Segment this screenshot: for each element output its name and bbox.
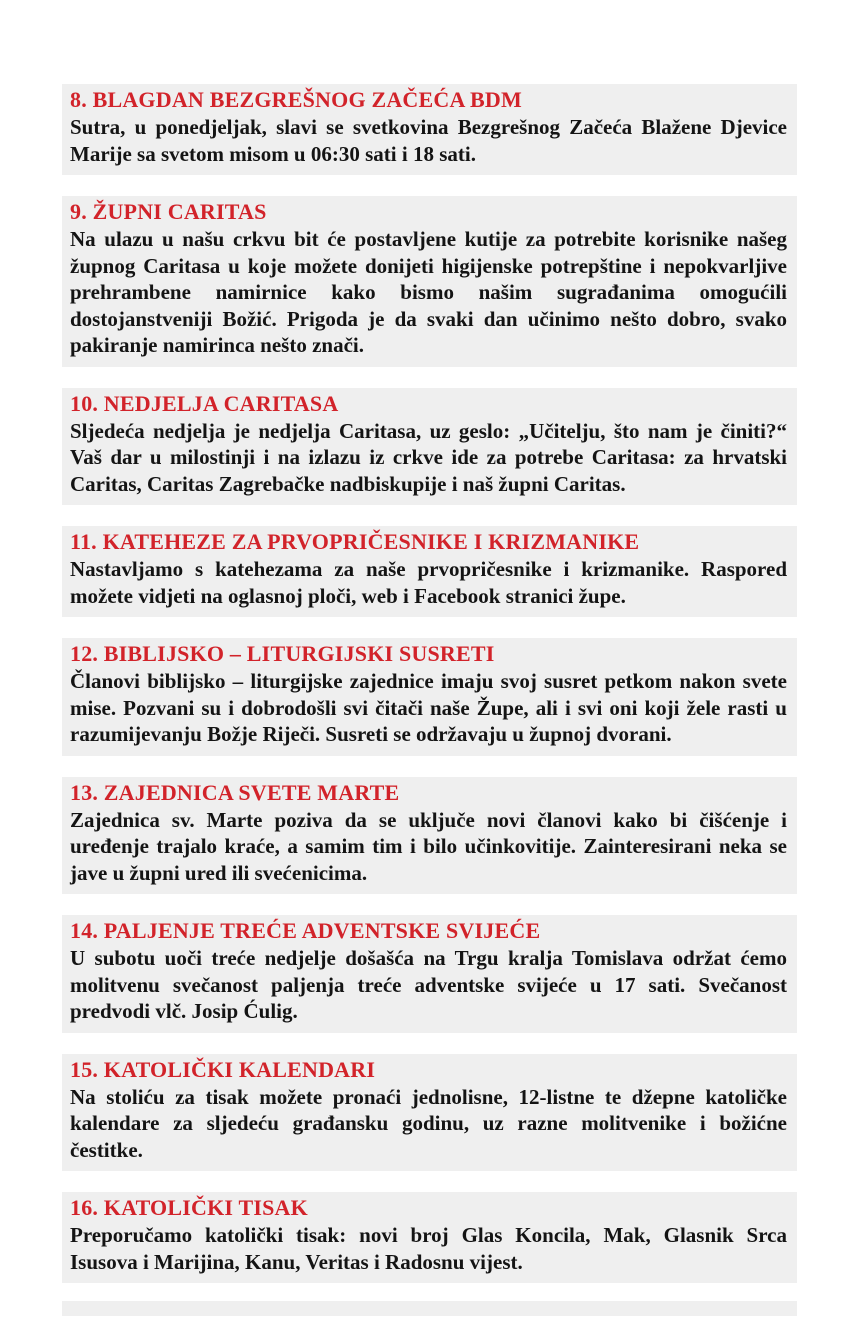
section-body-text: Zajednica sv. Marte poziva da se uključe novi članovi kako bi čišćenje i uređenje trajalo kraće, a samim tim i bilo učinkovitije. Zainteresirani neka se jave u župni ured ili svećenicima. (70, 807, 787, 885)
bulletin-section (62, 196, 797, 367)
bulletin-section (62, 388, 797, 506)
bulletin-section (62, 84, 797, 175)
section-heading: 14. PALJENJE TREĆE ADVENTSKE SVIJEĆE (70, 918, 541, 943)
section-heading: 15. KATOLIČKI KALENDARI (70, 1056, 376, 1082)
section-heading: 8. BLAGDAN BEZGREŠNOG ZAČEĆA BDM (70, 87, 522, 112)
bulletin-section (62, 638, 797, 756)
bulletin-section (62, 1054, 797, 1172)
section-body-text: Na ulazu u našu crkvu bit će postavljene kutije za potrebite korisnike našeg župnog Caritasa u koje možete donijeti higijenske potrepštine i nepokvarljive prehrambene namirnice kako bismo našim sugrađanima omogućili dostojanstveniji Božić. Prigoda je da svaki dan učinimo nešto dobro, svako pakiranje namirinca nešto znači. (70, 227, 787, 357)
section-body-text: Sutra, u ponedjeljak, slavi se svetkovina Bezgrešnog Začeća Blažene Djevice Marije sa svetom misom u 06:30 sati i 18 sati. (70, 115, 787, 166)
bulletin-section (62, 1192, 797, 1283)
section-body-text: Preporučamo katolički tisak: novi broj Glas Koncila, Mak, Glasnik Srca Isusova i Marijina, Kanu, Veritas i Radosnu vijest. (70, 1223, 787, 1274)
section-heading: 9. ŽUPNI CARITAS (70, 199, 267, 224)
section-body-text: Sljedeća nedjelja je nedjelja Caritasa, uz geslo: „Učitelju, što nam je činiti?“ Vaš dar u milostinji i na izlazu iz crkve ide za potrebe Caritasa: za hrvatski Caritas, Caritas Zagrebačke nadbiskupije i naš župni Caritas. (70, 418, 787, 496)
bulletin-section (62, 915, 797, 1033)
section-body-text: Na stoliću za tisak možete pronaći jednolisne, 12-listne te džepne katoličke kalendare za sljedeću građansku godinu, uz razne molitvenike i božićne čestitke. (70, 1084, 787, 1162)
next-section-panel-edge (62, 1301, 797, 1316)
section-heading: 10. NEDJELJA CARITASA (70, 390, 339, 416)
section-heading: 12. BIBLIJSKO – LITURGIJSKI SUSRETI (70, 641, 495, 666)
section-heading: 13. ZAJEDNICA SVETE MARTE (70, 779, 400, 805)
section-heading: 16. KATOLIČKI TISAK (70, 1195, 308, 1220)
bulletin-section (62, 777, 797, 895)
bulletin-section (62, 526, 797, 617)
section-body-text: U subotu uoči treće nedjelje došašća na Trgu kralja Tomislava održat ćemo molitvenu svečanost paljenja treće adventske svijeće u 17 sati. Svečanost predvodi vlč. Josip Ćulig. (70, 946, 787, 1023)
section-body-text: Članovi biblijsko – liturgijske zajednice imaju svoj susret petkom nakon svete mise. Pozvani su i dobrodošli svi čitači naše Župe, ali i svi oni koji žele rasti u razumijevanju Božje Riječi. Susreti se održavaju u župnoj dvorani. (70, 669, 787, 746)
section-heading: 11. KATEHEZE ZA PRVOPRIČESNIKE I KRIZMANIKE (70, 529, 640, 554)
section-body-text: Nastavljamo s katehezama za naše prvopričesnike i krizmanike. Raspored možete vidjeti na oglasnoj ploči, web i Facebook stranici župe. (70, 557, 787, 608)
